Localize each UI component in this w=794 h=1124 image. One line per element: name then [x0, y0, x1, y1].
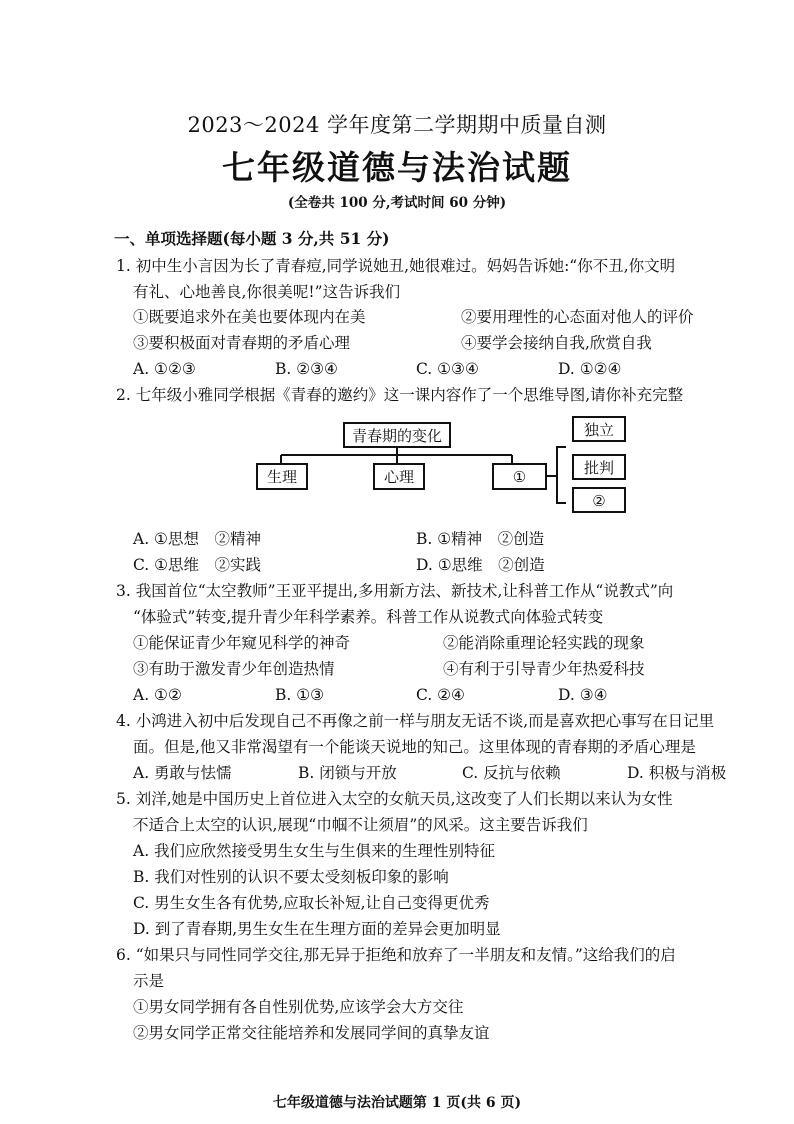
- q1-option-2: ②要用理性的心态面对他人的评价: [461, 308, 694, 326]
- q3-stem-line2: “体验式”转变,提升青少年科学素养。科普工作从说教式向体验式转变: [133, 608, 604, 626]
- q5-choice-a: A. 我们应欣然接受男生女生与生俱来的生理性别特征: [133, 842, 496, 860]
- q2-choice-a: A. ①思想 ②精神: [133, 530, 261, 548]
- q4-choice-c: C. 反抗与依赖: [462, 764, 561, 782]
- q2-choice-b: B. ①精神 ②创造: [416, 530, 545, 548]
- q4-choice-b: B. 闭锁与开放: [298, 764, 397, 782]
- exam-note: (全卷共 100 分,考试时间 60 分钟): [287, 195, 507, 211]
- q4-choice-a: A. 勇敢与怯懦: [133, 764, 232, 782]
- q1-option-1: ①既要追求外在美也要体现内在美: [133, 308, 366, 326]
- q2-stem: 2. 七年级小雅同学根据《青春的邀约》这一课内容作了一个思维导图,请你补充完整: [116, 386, 684, 404]
- exam-year-title: 2023～2024 学年度第二学期期中质量自测: [187, 113, 607, 137]
- q4-stem-line2: 面。但是,他又非常渴望有一个能谈天说地的知己。这里体现的青春期的矛盾心理是: [133, 738, 696, 756]
- q5-choice-c: C. 男生女生各有优势,应取长补短,让自己变得更优秀: [133, 894, 490, 912]
- mind-map-branch-psychology: 心理: [373, 463, 425, 490]
- q4-stem-line1: 4. 小鸿进入初中后发现自己不再像之前一样与朋友无话不谈,而是喜欢把心事写在日记里: [116, 712, 715, 730]
- q2-choice-d: D. ①思维 ②创造: [416, 556, 545, 574]
- q2-choice-c: C. ①思维 ②实践: [133, 556, 262, 574]
- section-title: 一、单项选择题(每小题 3 分,共 51 分): [114, 229, 390, 248]
- q5-stem-line2: 不适合上太空的认识,展现“巾帼不让须眉”的风采。这主要告诉我们: [133, 816, 588, 834]
- mind-map-branch-physiology: 生理: [256, 463, 308, 490]
- q3-choice-b: B. ①③: [275, 686, 325, 704]
- q6-stem-line1: 6. “如果只与同性同学交往,那无异于拒绝和放弃了一半朋友和友情。”这给我们的启: [116, 946, 676, 964]
- q3-choice-a: A. ①②: [133, 686, 182, 704]
- q6-option-2: ②男女同学正常交往能培养和发展同学间的真挚友谊: [133, 1024, 490, 1042]
- q1-choice-a: A. ①②③: [133, 360, 196, 378]
- mind-map-leaf-blank-2: ②: [572, 487, 626, 513]
- q3-stem-line1: 3. 我国首位“太空教师”王亚平提出,多用新方法、新技术,让科普工作从“说教式”向: [116, 582, 674, 600]
- q1-choice-d: D. ①②④: [558, 360, 622, 378]
- q1-stem-line1: 1. 初中生小言因为长了青春痘,同学说她丑,她很难过。妈妈告诉她:“你不丑,你文明: [116, 257, 676, 275]
- q3-choice-d: D. ③④: [558, 686, 608, 704]
- mind-map-root: 青春期的变化: [343, 422, 451, 448]
- q1-stem-line2: 有礼、心地善良,你很美呢!”这告诉我们: [133, 283, 401, 301]
- q3-option-3: ③有助于激发青少年创造热情: [133, 660, 335, 678]
- q4-choice-d: D. 积极与消极: [627, 764, 727, 782]
- q3-option-4: ④有利于引导青少年热爱科技: [443, 660, 645, 678]
- q5-choice-d: D. 到了青春期,男生女生在生理方面的差异会更加明显: [133, 920, 501, 938]
- q3-choice-c: C. ②④: [416, 686, 465, 704]
- mind-map-branch-blank-1: ①: [492, 463, 547, 490]
- mind-map-leaf-critique: 批判: [572, 454, 626, 480]
- q3-option-2: ②能消除重理论轻实践的现象: [443, 634, 645, 652]
- q1-option-3: ③要积极面对青春期的矛盾心理: [133, 334, 351, 352]
- exam-main-title: 七年级道德与法治试题: [222, 148, 572, 187]
- mind-map-leaf-independence: 独立: [572, 416, 626, 442]
- q6-stem-line2: 示是: [133, 972, 165, 990]
- q1-choice-b: B. ②③④: [275, 360, 338, 378]
- q1-option-4: ④要学会接纳自我,欣赏自我: [461, 334, 652, 352]
- page-footer: 七年级道德与法治试题第 1 页(共 6 页): [272, 1095, 522, 1111]
- q6-option-1: ①男女同学拥有各自性别优势,应该学会大方交往: [133, 998, 464, 1016]
- q3-option-1: ①能保证青少年窥见科学的神奇: [133, 634, 351, 652]
- q5-choice-b: B. 我们对性别的认识不要太受刻板印象的影响: [133, 868, 449, 886]
- q1-choice-c: C. ①③④: [416, 360, 479, 378]
- q5-stem-line1: 5. 刘洋,她是中国历史上首位进入太空的女航天员,这改变了人们长期以来认为女性: [116, 790, 673, 808]
